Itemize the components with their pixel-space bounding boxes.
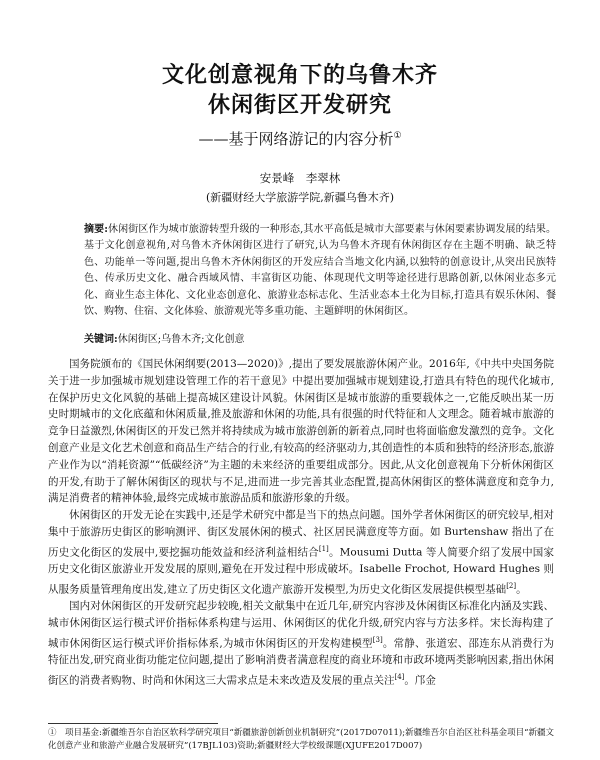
abstract-label: 摘要:: [84, 224, 108, 235]
paragraph-2-text-b: 。Mousumi Dutta 等人简要介绍了发展中国家历史文化街区旅游业开发发展的原则,避免在开发过程中形成破坏。Isabelle Frochot, Howard Hughes 则从服务质量管理角度出发,建立了历史街区文化遗产旅游开发模型,为历史文化街区发展提供模型基础: [48, 546, 555, 596]
paragraph-3-text-c: 。邝金: [404, 674, 436, 687]
abstract-text: 休闲街区作为城市旅游转型升级的一种形态,其水平高低是城市大部要素与休闲要素协调发展的结果。基于文化创意视角,对乌鲁木齐休闲街区进行了研究,认为乌鲁木齐现有休闲街区存在主题不明确、缺乏特色、功能单一等问题,提出乌鲁木齐休闲街区的开发应结合当地文化内涵,以独特的创意设计,从突出民族特色、传承历史文化、融合西域风情、丰富街区功能、体现现代文明等途径进行思路创新,以休闲业态多元化、商业生态主体化、文化业态创意化、旅游业态标志化、生活业态本土化为目标,打造具有娱乐休闲、餐饮、购物、住宿、文化体验、旅游观光等多重功能、主题鲜明的休闲街区。: [84, 224, 556, 318]
title-line-2: 休闲街区开发研究: [207, 93, 392, 118]
paragraph-2: [48, 507, 554, 598]
citation: [4]: [394, 672, 405, 681]
paragraph-2-text-a: 休闲街区的开发无论在实践中,还是学术研究中都是当下的热点问题。国外学者休闲街区的研究较早,相对集中于旅游历史街区的影响测评、街区发展休闲的模式、社区居民满意度等方面。如 Burtenshaw 指出了在历史文化街区的发展中,要挖掘功能效益和经济利益相结合: [48, 509, 554, 559]
footnote: ① 项目基金:新疆维吾尔自治区软科学研究项目“新疆旅游创新创业机制研究”(2017D07011);新疆维吾尔自治区社科基金项目“新疆文化创意产业和旅游产业融合发展研究”(17BJL103)资助;新疆财经大学校级课题(XJUFE2017D007): [48, 728, 554, 751]
subtitle: [0, 126, 600, 149]
keywords: [84, 332, 556, 348]
paragraph-2-text-c: 。: [516, 583, 527, 596]
title-line-1: 文化创意视角下的乌鲁木齐: [161, 63, 438, 88]
affiliation: (新疆财经大学旅游学院,新疆乌鲁木齐): [205, 191, 395, 204]
subtitle-footnote-mark: ①: [393, 131, 402, 141]
citation: [1]: [318, 544, 329, 553]
paragraph-3: [48, 598, 554, 689]
body-text: [48, 356, 554, 689]
keywords-label: 关键词:: [84, 334, 118, 345]
paragraph-3-text-b: 。常静、张道宏、邵连东从消费行为特征出发,研究商业街功能定位问题,提出了影响消费者满意程度的商业环境和市政环境两类影响因素,指出休闲街区的消费者购物、时尚和休闲这三大需求点是未来改造及发展的重点关注: [48, 637, 555, 687]
citation: [3]: [372, 635, 383, 644]
authors: 安景峰 李翠林: [259, 171, 341, 185]
footnote-divider: [48, 723, 218, 724]
citation: [2]: [506, 581, 517, 590]
subtitle-text: ——基于网络游记的内容分析: [198, 130, 394, 148]
paragraph-1: [48, 356, 554, 507]
keywords-text: 休闲街区;乌鲁木齐;文化创意: [117, 334, 245, 345]
abstract: [84, 222, 556, 320]
paragraph-1-text: 国务院颁布的《国民休闲纲要(2013—2020)》,提出了要发展旅游休闲产业。2016年,《中共中央国务院关于进一步加强城市规划建设管理工作的若干意见》中提出要加强城市规划建设,打造具有特色的现代化城市,在保护历史文化风貌的基础上提高城区建设计风貌。休闲街区是城市旅游的重要载体之一,它能反映出某一历史时期城市的文化底蕴和休闲质量,推及旅游和休闲的功能,具有很强的时代特征和人文理念。随着城市旅游的竞争日益激烈,休闲街区的开发已然并将持续成为城市旅游创新的新着点,同时也将面临愈发激烈的竞争。文化创意产业是文化艺术创意和商品生产结合的行业,有较高的经济驱动力,其创造性的本质和独特的经济形态,旅游产业作为以“消耗资源”“低碳经济”为主题的未来经济的重要组成部分。因此,从文化创意视角下分析休闲街区的开发,有助于了解休闲街区的现状与不足,进而进一步完善其业态配置,提高休闲街区的整体满意度和竞争力,满足消费者的精神体验,最终完成城市旅游品质和旅游形象的升级。: [48, 358, 554, 505]
paragraph-3-text-a: 国内对休闲街区的开发研究起步较晚,相关文献集中在近几年,研究内容涉及休闲街区标准化内涵及实践、城市休闲街区运行模式评价指标体系构建与运用、休闲街区的优化升级,研究内容与方法多样。宋长海构建了城市休闲街区运行模式评价指标体系,为城市休闲街区的开发构建模型: [48, 600, 554, 650]
